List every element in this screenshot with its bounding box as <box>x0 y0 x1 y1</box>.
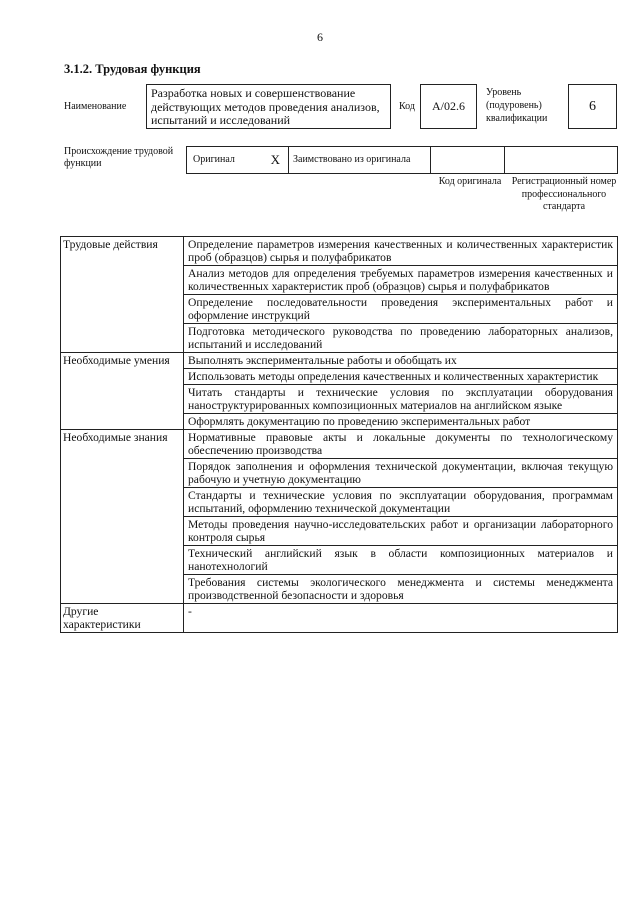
function-details-table <box>60 236 618 633</box>
table-row <box>61 604 618 633</box>
origin-code-caption: Код оригинала <box>438 176 502 187</box>
item-cell: Читать стандарты и технические условия по эксплуатации оборудования наноструктурированных композиционных материалов на английском языке <box>184 385 618 414</box>
category-cell: Трудовые действия <box>61 237 184 353</box>
category-cell: Необходимые умения <box>61 353 184 430</box>
item-cell: Оформлять документацию по проведению экспериментальных работ <box>184 414 618 430</box>
code-box <box>420 84 477 129</box>
item-cell: Порядок заполнения и оформления технической документации, включая текущую рабочую и учетную документацию <box>184 459 618 488</box>
item-cell: Использовать методы определения качественных и количественных характеристик <box>184 369 618 385</box>
page-number: 6 <box>317 30 323 44</box>
function-name-box <box>146 84 391 129</box>
item-cell: Технический английский язык в области композиционных материалов и нанотехнологий <box>184 546 618 575</box>
origin-row <box>186 146 618 174</box>
item-cell: - <box>184 604 618 633</box>
item-cell: Методы проведения научно-исследовательских работ и организации лабораторного контроля сырья <box>184 517 618 546</box>
category-cell: Необходимые знания <box>61 430 184 604</box>
origin-reg-caption: Регистрационный номер профессионального стандарта <box>511 176 617 212</box>
code-value: А/02.6 <box>432 99 465 113</box>
table-row <box>61 353 618 369</box>
item-cell: Нормативные правовые акты и локальные документы по технологическому обеспечению производства <box>184 430 618 459</box>
code-label: Код <box>399 101 415 112</box>
item-cell: Анализ методов для определения требуемых параметров измерения качественных и количественных характеристик проб (образцов) сырья и полуфабрикатов <box>184 266 618 295</box>
item-cell: Требования системы экологического менеджмента и системы менеджмента производственной безопасности и здоровья <box>184 575 618 604</box>
origin-borrowed-label: Заимствовано из оригинала <box>293 154 411 165</box>
name-label: Наименование <box>64 101 127 112</box>
origin-code-cell <box>431 147 505 173</box>
origin-original-cell <box>187 147 289 173</box>
table-row <box>61 237 618 266</box>
origin-label: Происхождение трудовой функции <box>64 146 174 169</box>
level-value: 6 <box>589 98 596 114</box>
origin-borrowed-cell <box>289 147 431 173</box>
category-cell: Другие характеристики <box>61 604 184 633</box>
table-row <box>61 430 618 459</box>
section-title: 3.1.2. Трудовая функция <box>64 62 201 76</box>
item-cell: Определение последовательности проведения экспериментальных работ и оформление инструкций <box>184 295 618 324</box>
item-cell: Выполнять экспериментальные работы и обобщать их <box>184 353 618 369</box>
origin-reg-cell <box>505 147 617 173</box>
item-cell: Стандарты и технические условия по эксплуатации оборудования, программам испытаний, оформлению технической документации <box>184 488 618 517</box>
function-name-value: Разработка новых и совершенствование действующих методов проведения анализов, испытаний и исследований <box>151 86 380 127</box>
item-cell: Подготовка методического руководства по проведению лабораторных анализов, испытаний и исследований <box>184 324 618 353</box>
level-label: Уровень (подуровень) квалификации <box>486 87 548 124</box>
origin-original-label: Оригинал <box>193 154 235 165</box>
origin-original-mark: X <box>270 152 280 167</box>
item-cell: Определение параметров измерения качественных и количественных характеристик проб (образцов) сырья и полуфабрикатов <box>184 237 618 266</box>
level-box <box>568 84 617 129</box>
